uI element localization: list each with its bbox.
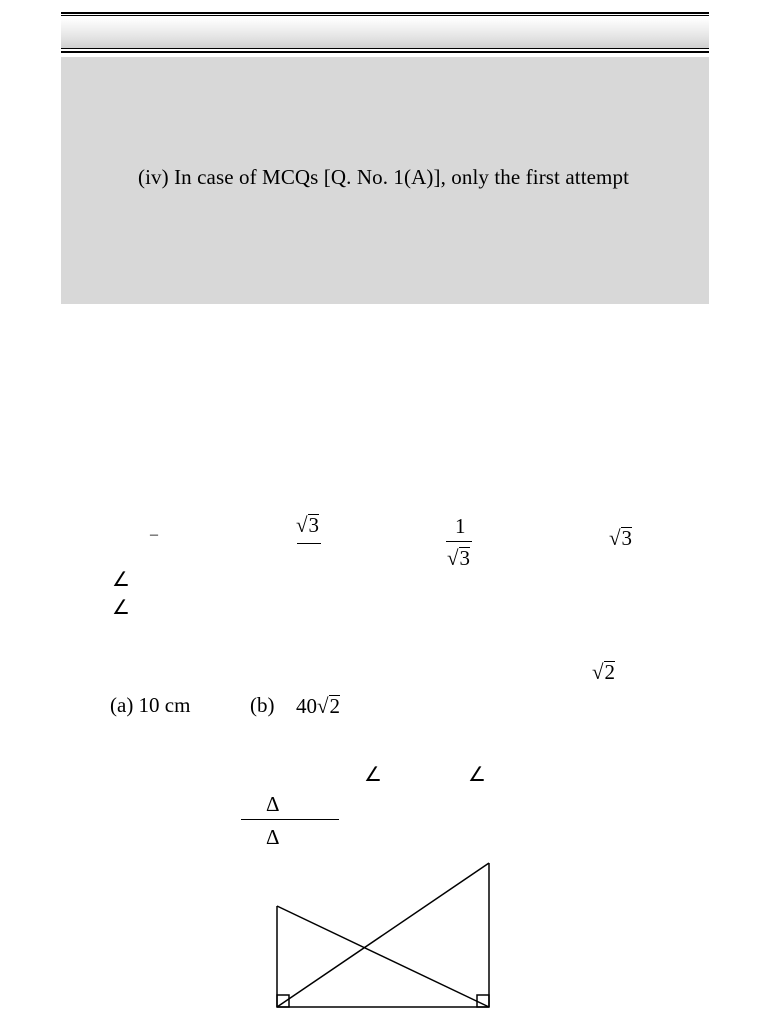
angle-symbol-3: ∠: [364, 762, 382, 786]
fraction-bar-2: [446, 541, 472, 542]
fraction-denominator-sqrt3: [447, 547, 470, 569]
sqrt-symbol: √: [296, 513, 308, 537]
option-sqrt3: [609, 527, 632, 549]
fraction-bar-1: [297, 543, 321, 544]
instruction-line-iv: (iv) In case of MCQs [Q. No. 1(A)], only the first attempt: [138, 165, 630, 189]
triangle-symbol-numerator: Δ: [266, 792, 280, 816]
header-band: [61, 18, 709, 48]
angle-symbol-2: ∠: [112, 595, 130, 619]
sqrt-symbol: √: [609, 526, 621, 550]
option-dash: –: [150, 526, 158, 543]
radicand-2: 2: [329, 694, 341, 718]
coefficient-40: 40: [296, 694, 317, 718]
header-rule-top-2: [61, 15, 709, 16]
sqrt-symbol: √: [317, 694, 329, 718]
radicand-3: 3: [459, 546, 471, 570]
value-sqrt2: [592, 661, 615, 683]
angle-symbol-1: ∠: [112, 567, 130, 591]
fraction-numerator-1: 1: [455, 514, 466, 538]
right-angle-marker-right: [477, 995, 489, 1007]
sqrt-symbol: √: [447, 546, 459, 570]
radicand-3: 3: [621, 526, 633, 550]
option-b-label: (b): [250, 693, 275, 717]
header-rule-top-1: [61, 12, 709, 14]
sqrt-symbol: √: [592, 660, 604, 684]
header-rule-bottom-2: [61, 51, 709, 53]
radicand-3: 3: [308, 513, 320, 537]
option-a: (a) 10 cm: [110, 693, 191, 717]
option-sqrt3-over: [296, 514, 319, 536]
option-b-value: [296, 695, 340, 717]
geometry-figure: [270, 858, 496, 1014]
triangle-symbol-denominator: Δ: [266, 825, 280, 849]
fraction-bar-3: [241, 819, 339, 820]
diagonal-left-top-to-right-bottom: [277, 906, 489, 1007]
angle-symbol-4: ∠: [468, 762, 486, 786]
diagonal-left-bottom-to-right-top: [277, 863, 489, 1007]
header-rule-bottom-1: [61, 48, 709, 49]
radicand-2: 2: [604, 660, 616, 684]
